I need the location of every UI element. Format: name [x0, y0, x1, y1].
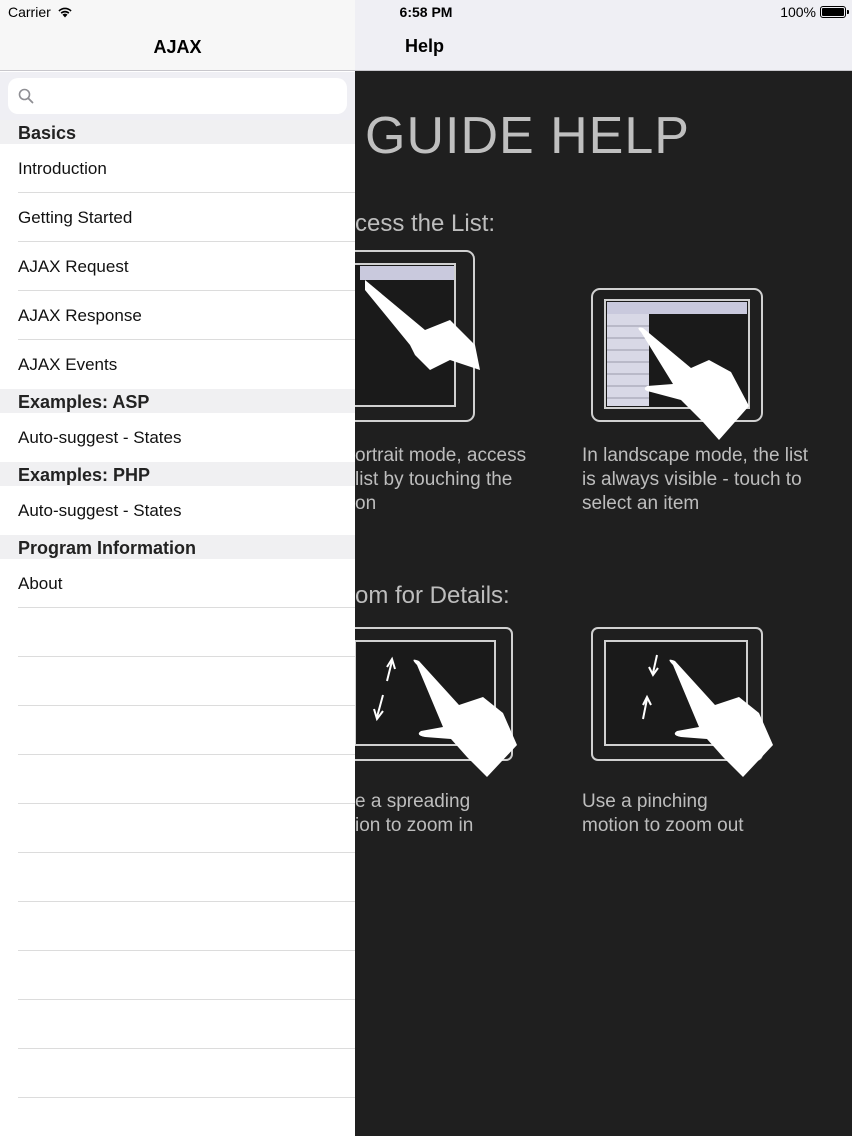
carrier-label: Carrier	[8, 4, 73, 20]
access-list-subheading: cess the List:	[355, 210, 496, 237]
list-item-ajax-request[interactable]: AJAX Request	[0, 242, 355, 291]
section-header-examples-php: Examples: PHP	[0, 462, 355, 486]
empty-row	[0, 951, 355, 1000]
search-field[interactable]	[8, 78, 347, 114]
empty-row	[0, 853, 355, 902]
master-navbar	[0, 24, 355, 71]
spread-caption: e a spreading ion to zoom in	[355, 791, 474, 836]
portrait-tap-illustration	[355, 250, 485, 425]
list-item-asp-auto-suggest[interactable]: Auto-suggest - States	[18, 427, 182, 447]
detail-navbar	[355, 24, 852, 71]
pinch-zoom-illustration	[591, 627, 791, 782]
empty-row	[0, 1098, 355, 1136]
empty-row	[0, 706, 355, 755]
portrait-caption: ortrait mode, access list by touching the on	[355, 445, 527, 514]
empty-row	[0, 1049, 355, 1098]
list-item-about[interactable]: About	[0, 559, 355, 608]
detail-pane	[355, 0, 852, 1136]
zoom-details-subheading: om for Details:	[355, 582, 510, 609]
empty-row	[0, 657, 355, 706]
pinch-caption: Use a pinching motion to zoom out	[582, 791, 744, 836]
master-title: AJAX	[153, 36, 202, 57]
list-item-ajax-events[interactable]: AJAX Events	[18, 354, 118, 374]
search-icon	[18, 88, 34, 104]
search-input[interactable]	[40, 81, 347, 111]
help-heading: GUIDE HELP	[365, 107, 690, 165]
empty-row	[0, 755, 355, 804]
list-item-introduction[interactable]: Introduction	[0, 144, 355, 193]
landscape-tap-illustration	[591, 288, 766, 448]
empty-row	[0, 804, 355, 853]
topic-list	[0, 120, 355, 1136]
spread-zoom-illustration	[355, 627, 535, 782]
search-bar	[0, 72, 355, 120]
status-bar	[0, 0, 852, 24]
list-item-php-auto-suggest[interactable]: Auto-suggest - States	[18, 500, 182, 520]
landscape-caption: In landscape mode, the list is always visible - touch to select an item	[582, 445, 809, 514]
empty-row	[0, 1000, 355, 1049]
section-header-program-information: Program Information	[0, 535, 355, 559]
empty-row	[0, 608, 355, 657]
list-item-getting-started[interactable]: Getting Started	[0, 193, 355, 242]
section-header-examples-asp: Examples: ASP	[0, 389, 355, 413]
status-time: 6:58 PM	[399, 4, 453, 20]
section-header-basics: Basics	[0, 120, 355, 144]
battery-status: 100%	[780, 4, 846, 20]
empty-row	[0, 902, 355, 951]
list-item-ajax-response[interactable]: AJAX Response	[0, 291, 355, 340]
battery-icon	[820, 6, 846, 18]
master-pane	[0, 0, 355, 1136]
detail-title: Help	[405, 36, 445, 56]
